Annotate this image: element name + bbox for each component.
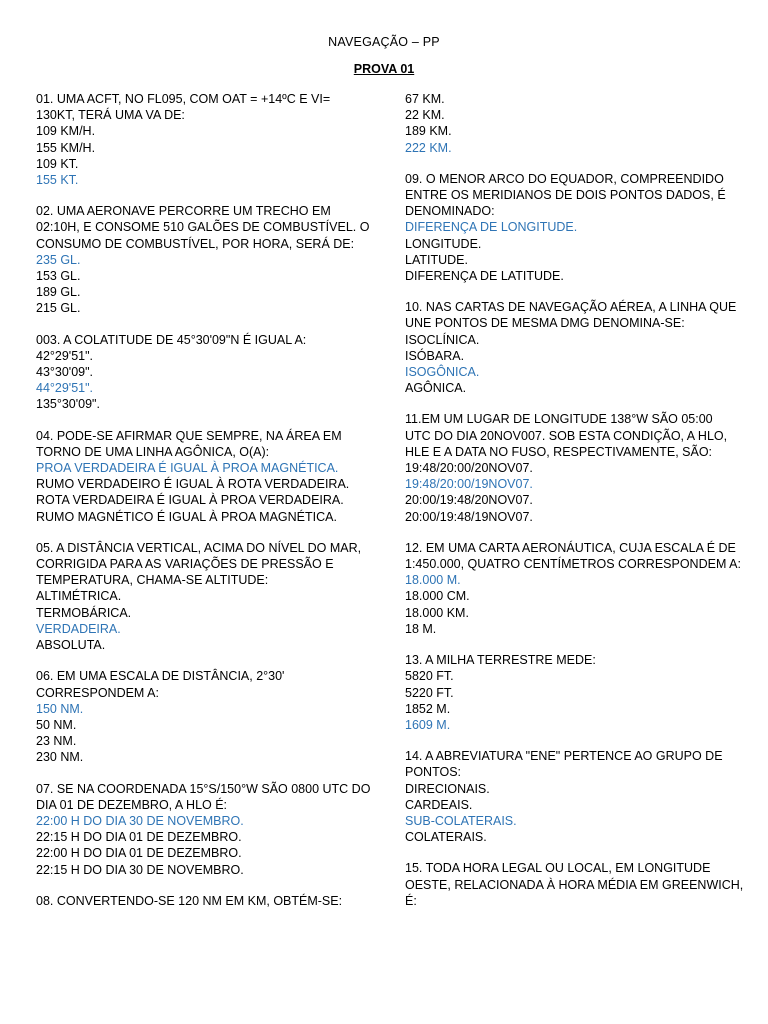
answer-option: ABSOLUTA. [36, 638, 106, 653]
question-text: 15. TODA HORA LEGAL OU LOCAL, EM LONGITUDE OESTE, RELACIONADA À HORA MÉDIA EM GREENWICH, É: [405, 861, 744, 908]
answer-option: 109 KT. [36, 156, 79, 171]
question-block [36, 668, 376, 765]
question-block [36, 91, 376, 188]
correct-answer-option: 222 KM. [405, 140, 452, 155]
answer-option: 22:00 H DO DIA 01 DE DEZEMBRO. [36, 846, 242, 861]
question-block [36, 781, 376, 878]
answer-option: LATITUDE. [405, 252, 468, 267]
answer-option: 189 KM. [405, 124, 452, 139]
correct-answer-option: VERDADEIRA. [36, 621, 121, 636]
answer-option: 42°29'51". [36, 348, 94, 363]
answer-option: ISÓBARA. [405, 348, 465, 363]
answer-option: 5220 FT. [405, 685, 454, 700]
question-text: 02. UMA AERONAVE PERCORRE UM TRECHO EM 02:10H, E CONSOME 510 GALÕES DE COMBUSTÍVEL. O CONSUMO DE COMBUSTÍVEL, POR HORA, SERÁ DE: [36, 204, 370, 251]
answer-option: ISOCLÍNICA. [405, 332, 480, 347]
question-block [405, 91, 745, 156]
correct-answer-option: 155 KT. [36, 173, 79, 188]
correct-answer-option: SUB-COLATERAIS. [405, 813, 517, 828]
question-block [36, 332, 376, 413]
answer-option: 18 M. [405, 621, 437, 636]
question-text: 09. O MENOR ARCO DO EQUADOR, COMPREENDIDO ENTRE OS MERIDIANOS DE DOIS PONTOS DADOS, É DENOMINADO: [405, 171, 726, 219]
answer-option: 230 NM. [36, 750, 84, 765]
question-text: 003. A COLATITUDE DE 45°30'09"N É IGUAL A: [36, 332, 307, 347]
answer-option: CARDEAIS. [405, 797, 473, 812]
answer-option: 189 GL. [36, 285, 81, 300]
correct-answer-option: PROA VERDADEIRA É IGUAL À PROA MAGNÉTICA. [36, 461, 339, 476]
correct-answer-option: 19:48/20:00/19NOV07. [405, 477, 533, 492]
question-text: 10. NAS CARTAS DE NAVEGAÇÃO AÉREA, A LINHA QUE UNE PONTOS DE MESMA DMG DENOMINA-SE: [405, 300, 737, 331]
question-text: 05. A DISTÂNCIA VERTICAL, ACIMA DO NÍVEL DO MAR, CORRIGIDA PARA AS VARIAÇÕES DE PRESSÃO E TEMPERATURA, CHAMA-SE ALTITUDE: [36, 540, 362, 588]
question-text: 13. A MILHA TERRESTRE MEDE: [405, 653, 596, 668]
answer-option: AGÔNICA. [405, 381, 467, 396]
question-block [405, 299, 745, 396]
correct-answer-option: 22:00 H DO DIA 30 DE NOVEMBRO. [36, 813, 244, 828]
answer-option: 153 GL. [36, 269, 81, 284]
question-block [405, 411, 745, 524]
question-block [405, 652, 745, 733]
answer-option: COLATERAIS. [405, 830, 487, 845]
page-title: NAVEGAÇÃO – PP [328, 35, 440, 49]
answer-option: 20:00/19:48/20NOV07. [405, 493, 533, 508]
answer-option: 50 NM. [36, 717, 77, 732]
answer-option: 5820 FT. [405, 669, 454, 684]
answer-option: DIRECIONAIS. [405, 781, 490, 796]
right-column [405, 91, 745, 924]
question-text: 01. UMA ACFT, NO FL095, COM OAT = +14ºC E VI= 130KT, TERÁ UMA VA DE: [36, 92, 331, 123]
question-text: 14. A ABREVIATURA "ENE" PERTENCE AO GRUPO DE PONTOS: [405, 749, 723, 780]
answer-option: 109 KM/H. [36, 124, 96, 139]
question-block [36, 893, 376, 909]
answer-option: 67 KM. [405, 92, 445, 106]
correct-answer-option: DIFERENÇA DE LONGITUDE. [405, 220, 578, 235]
answer-option: 135°30'09". [36, 397, 100, 412]
answer-option: ROTA VERDADEIRA É IGUAL À PROA VERDADEIRA. [36, 493, 344, 508]
answer-option: 155 KM/H. [36, 140, 96, 155]
question-block [36, 540, 376, 653]
answer-option: RUMO VERDADEIRO É IGUAL À ROTA VERDADEIRA. [36, 477, 350, 492]
left-column [36, 91, 376, 924]
correct-answer-option: ISOGÔNICA. [405, 365, 480, 380]
correct-answer-option: 1609 M. [405, 717, 451, 732]
answer-option: 18.000 CM. [405, 589, 470, 604]
question-block [36, 428, 376, 525]
answer-option: 18.000 KM. [405, 605, 469, 620]
answer-option: 215 GL. [36, 301, 81, 316]
question-block [405, 540, 745, 637]
answer-option: 22 KM. [405, 108, 445, 123]
page-subtitle: PROVA 01 [353, 62, 415, 76]
correct-answer-option: 150 NM. [36, 701, 84, 716]
question-text: 08. CONVERTENDO-SE 120 NM EM KM, OBTÉM-SE: [36, 893, 343, 908]
answer-option: TERMOBÁRICA. [36, 605, 132, 620]
question-block [405, 860, 745, 909]
question-block [405, 748, 745, 845]
answer-option: 1852 M. [405, 701, 451, 716]
question-text: 11.EM UM LUGAR DE LONGITUDE 138°W SÃO 05:00 UTC DO DIA 20NOV007. SOB ESTA CONDIÇÃO, A HLO, HLE E A DATA NO FUSO, RESPECTIVAMENTE, SÃO: [405, 412, 728, 459]
answer-option: ALTIMÉTRICA. [36, 589, 122, 604]
question-block [405, 171, 745, 284]
answer-option: RUMO MAGNÉTICO É IGUAL À PROA MAGNÉTICA. [36, 509, 337, 524]
correct-answer-option: 235 GL. [36, 252, 81, 267]
answer-option: 22:15 H DO DIA 30 DE NOVEMBRO. [36, 862, 244, 877]
question-text: 07. SE NA COORDENADA 15°S/150°W SÃO 0800 UTC DO DIA 01 DE DEZEMBRO, A HLO É: [36, 781, 371, 812]
question-text: 06. EM UMA ESCALA DE DISTÂNCIA, 2°30' CORRESPONDEM A: [36, 669, 285, 700]
answer-option: 20:00/19:48/19NOV07. [405, 509, 533, 524]
question-text: 12. EM UMA CARTA AERONÁUTICA, CUJA ESCALA É DE 1:450.000, QUATRO CENTÍMETROS CORRESPONDEM A: [405, 540, 741, 572]
answer-option: LONGITUDE. [405, 236, 482, 251]
answer-option: DIFERENÇA DE LATITUDE. [405, 269, 564, 284]
answer-option: 43°30'09". [36, 365, 94, 380]
question-text: 04. PODE-SE AFIRMAR QUE SEMPRE, NA ÁREA EM TORNO DE UMA LINHA AGÔNICA, O(A): [36, 428, 342, 459]
answer-option: 19:48/20:00/20NOV07. [405, 461, 533, 476]
answer-option: 23 NM. [36, 734, 77, 749]
answer-option: 22:15 H DO DIA 01 DE DEZEMBRO. [36, 830, 242, 845]
correct-answer-option: 44°29'51". [36, 381, 94, 396]
correct-answer-option: 18.000 M. [405, 573, 461, 588]
question-block [36, 203, 376, 316]
